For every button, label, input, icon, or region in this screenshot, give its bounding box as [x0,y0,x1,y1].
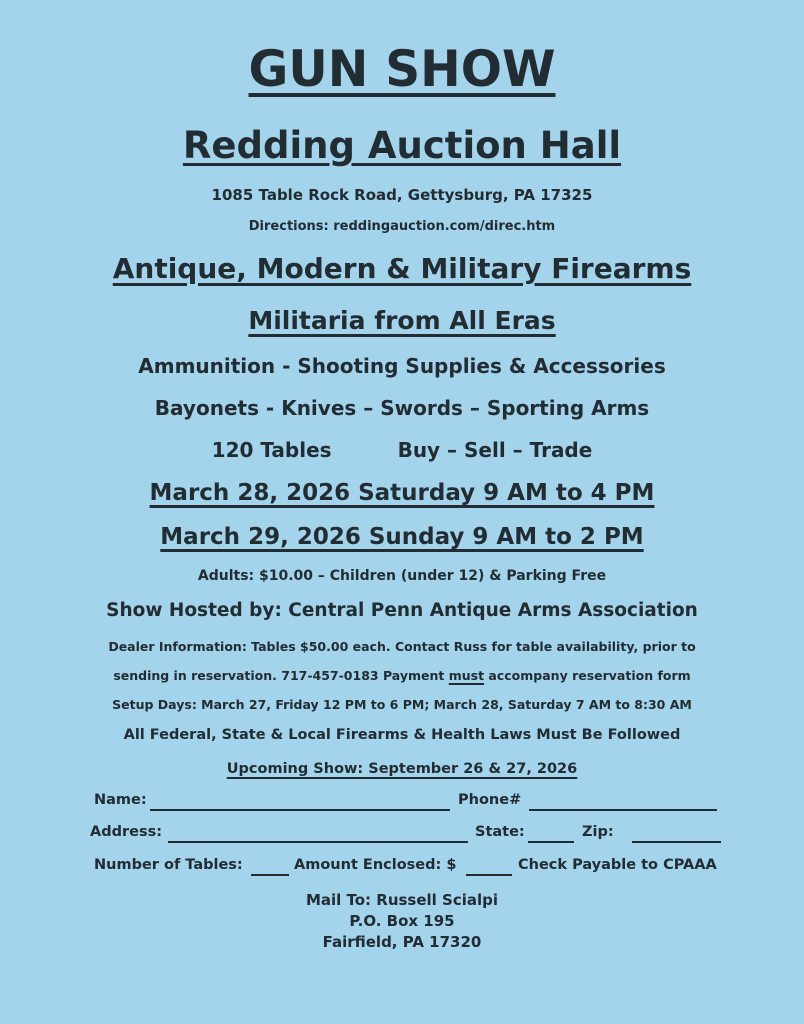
mail-to-block [0,890,804,953]
venue-name: Redding Auction Hall [182,124,622,167]
militaria-headline: Militaria from All Eras [248,306,556,335]
tables-count: 120 Tables [211,438,332,462]
upcoming-show: Upcoming Show: September 26 & 27, 2026 [226,761,578,777]
date-sunday: March 29, 2026 Sunday 9 AM to 2 PM [160,524,644,550]
items-line-ammunition: Ammunition - Shooting Supplies & Accessories [138,354,666,378]
name-blank[interactable] [150,809,450,811]
name-label: Name: [94,792,147,808]
firearms-headline: Antique, Modern & Military Firearms [112,252,692,285]
zip-label: Zip: [582,824,614,840]
date-saturday: March 28, 2026 Saturday 9 AM to 4 PM [149,480,655,506]
mail-to-city: Fairfield, PA 17320 [322,933,482,951]
dealer-info-line-1: Dealer Information: Tables $50.00 each. Contact Russ for table availability, prior to [108,639,696,654]
state-blank[interactable] [528,841,574,843]
amount-label: Amount Enclosed: $ [294,857,457,873]
flyer-title: GUN SHOW [248,40,556,98]
tables-blank[interactable] [251,874,289,876]
state-label: State: [475,824,525,840]
items-line-bayonets: Bayonets - Knives – Swords – Sporting Arms [154,396,650,420]
mail-to-name: Mail To: Russell Scialpi [305,891,499,909]
phone-label: Phone# [458,792,522,808]
venue-address: 1085 Table Rock Road, Gettysburg, PA 17325 [211,186,593,204]
address-label: Address: [90,824,163,840]
must-emphasis: must [448,668,485,683]
laws-notice: All Federal, State & Local Firearms & Health Laws Must Be Followed [123,727,681,743]
zip-blank[interactable] [632,841,721,843]
payable-to: Check Payable to CPAAA [518,857,717,873]
directions-link: Directions: reddingauction.com/direc.htm [248,219,556,234]
mail-to-pobox: P.O. Box 195 [349,912,455,930]
tables-and-trade-line [0,438,804,462]
dealer-info-line-2: sending in reservation. 717-457-0183 Payment must accompany reservation form [113,668,691,683]
amount-blank[interactable] [466,874,512,876]
phone-blank[interactable] [529,809,717,811]
admission-prices: Adults: $10.00 – Children (under 12) & Parking Free [197,568,607,584]
tables-label: Number of Tables: [94,857,243,873]
buy-sell-trade: Buy – Sell – Trade [397,438,593,462]
setup-days: Setup Days: March 27, Friday 12 PM to 6 PM; March 28, Saturday 7 AM to 8:30 AM [112,697,692,712]
address-blank[interactable] [168,841,468,843]
hosted-by: Show Hosted by: Central Penn Antique Arms Association [106,600,698,621]
